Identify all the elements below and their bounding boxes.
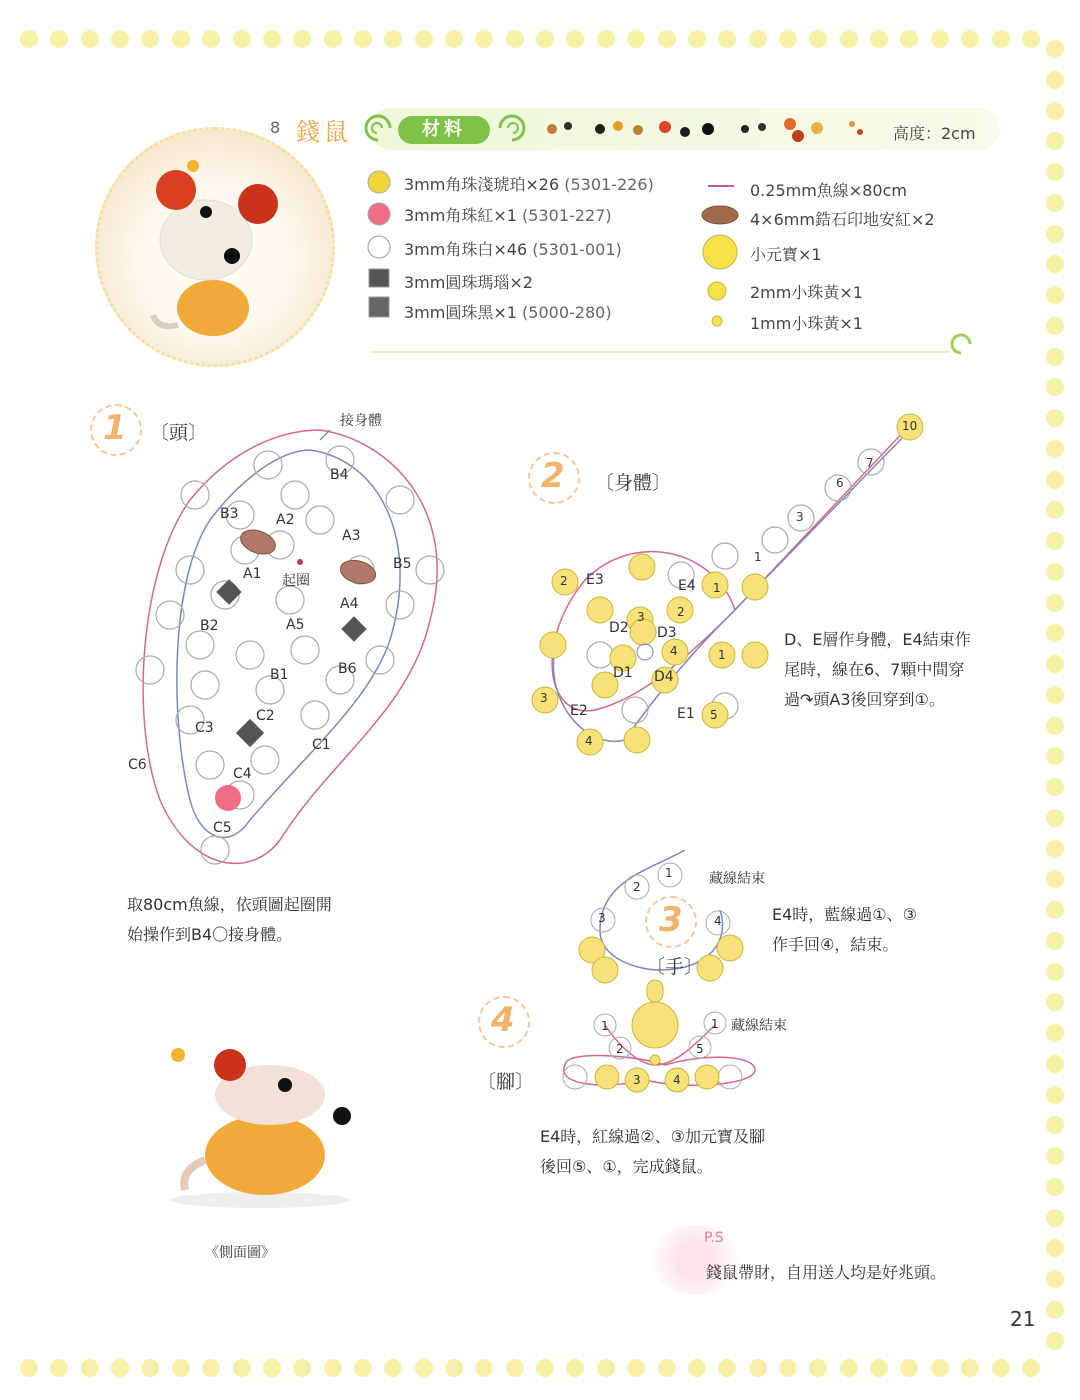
page-index: 8	[270, 118, 281, 137]
border-dot	[931, 1359, 949, 1377]
border-dot	[809, 30, 827, 48]
border-dot	[293, 1359, 311, 1377]
bead-strip-decoration	[540, 112, 870, 146]
border-dot	[202, 30, 220, 48]
side-view-photo	[160, 1040, 360, 1210]
border-dot	[718, 1359, 736, 1377]
border-dot	[1046, 409, 1064, 427]
step3-bead-2: 2	[633, 880, 641, 894]
border-dot	[900, 30, 918, 48]
border-dot	[1046, 901, 1064, 919]
border-dot	[992, 1359, 1010, 1377]
step1-title: 〔頭〕	[150, 422, 208, 444]
step2-label-e1: E1	[677, 706, 695, 722]
step3-bead-4: 4	[714, 914, 722, 928]
border-dot	[1046, 225, 1064, 243]
border-dot	[1046, 1116, 1064, 1134]
step1-label-a5: A5	[286, 617, 305, 633]
step2-number: 2	[541, 456, 565, 496]
step1-label-b3: B3	[220, 506, 239, 522]
border-dot	[597, 1359, 615, 1377]
step1-label-c4: C4	[233, 766, 252, 782]
step4-end-label: 藏線結束	[731, 1018, 787, 1034]
border-dot	[1046, 870, 1064, 888]
step3-note	[772, 900, 917, 960]
border-dot	[445, 1359, 463, 1377]
step4-bead-5: 5	[696, 1042, 704, 1056]
step4-title: 〔腳〕	[477, 1071, 535, 1093]
border-dot	[263, 1359, 281, 1377]
border-dot	[961, 1359, 979, 1377]
border-dot	[1046, 286, 1064, 304]
border-dot	[1046, 1209, 1064, 1227]
border-dot	[1046, 1332, 1064, 1350]
border-dot	[1046, 1147, 1064, 1165]
material-row-agate: 3mm圓珠瑪瑙×2	[404, 273, 533, 292]
material-row-red: 3mm角珠紅×1 (5301-227)	[404, 206, 612, 225]
border-dot	[111, 30, 129, 48]
step2-bead-10: 10	[902, 419, 918, 433]
step2-bead-6: 6	[836, 476, 844, 490]
step2-bead-5: 5	[710, 708, 718, 722]
border-dot	[1046, 1024, 1064, 1042]
step4-bead-2: 2	[616, 1042, 624, 1056]
border-dot	[1046, 501, 1064, 519]
border-dot	[688, 30, 706, 48]
step4-bead-4: 4	[673, 1073, 681, 1087]
step2-note-line2: 尾時，線在6、7顆中間穿	[784, 660, 965, 679]
materials-divider	[370, 330, 990, 356]
step1-label-c2: C2	[256, 708, 275, 724]
border-dot	[293, 30, 311, 48]
step1-label-b4: B4	[330, 467, 349, 483]
swirl-left-icon	[360, 110, 400, 146]
border-dot	[506, 30, 524, 48]
step1-label-a1: A1	[243, 566, 262, 582]
border-dot	[81, 1359, 99, 1377]
step2-bead-4a: 4	[670, 644, 678, 658]
border-dot	[718, 30, 736, 48]
border-dot	[870, 1359, 888, 1377]
step3-title: 〔手〕	[646, 956, 704, 978]
border-dot	[384, 30, 402, 48]
project-title: 錢鼠	[296, 118, 352, 146]
border-dot	[627, 1359, 645, 1377]
border-dot	[172, 30, 190, 48]
border-dot	[1022, 30, 1040, 48]
step2-bead-3: 3	[796, 510, 804, 524]
border-dot	[445, 30, 463, 48]
border-dot	[1046, 440, 1064, 458]
step2-label-d3: D3	[657, 625, 677, 641]
material-row-ingot: 小元寶×1	[750, 245, 822, 264]
step1-label-start: 起圈	[282, 573, 310, 589]
step2-body-diagram	[525, 410, 945, 770]
step1-label-a2: A2	[276, 512, 295, 528]
border-dot	[1022, 1359, 1040, 1377]
border-dot	[354, 1359, 372, 1377]
border-dot	[506, 1359, 524, 1377]
border-dot	[1046, 378, 1064, 396]
border-dot	[1046, 1270, 1064, 1288]
step2-label-e3: E3	[586, 572, 604, 588]
border-dot	[1046, 471, 1064, 489]
step1-connect-label: 接身體	[340, 413, 382, 429]
border-dot	[324, 1359, 342, 1377]
step1-label-a4: A4	[340, 596, 359, 612]
material-row-black: 3mm圓珠黑×1 (5000-280)	[404, 303, 612, 322]
border-dot	[415, 1359, 433, 1377]
step2-title: 〔身體〕	[595, 472, 672, 494]
border-dot	[658, 30, 676, 48]
right-dot-border	[1040, 40, 1070, 1350]
step1-label-a3: A3	[342, 528, 361, 544]
border-dot	[20, 30, 38, 48]
border-dot	[809, 1359, 827, 1377]
step4-bead-1b: 1	[711, 1017, 719, 1031]
border-dot	[1046, 809, 1064, 827]
border-dot	[779, 30, 797, 48]
step1-label-c6: C6	[128, 757, 147, 773]
border-dot	[1046, 163, 1064, 181]
border-dot	[992, 30, 1010, 48]
ps-text: 錢鼠帶財，自用送人均是好兆頭。	[706, 1263, 947, 1282]
step1-note-line2: 始操作到B4〇接身體。	[127, 925, 293, 944]
border-dot	[840, 1359, 858, 1377]
border-dot	[1046, 1086, 1064, 1104]
step1-label-b1: B1	[270, 667, 289, 683]
border-dot	[536, 1359, 554, 1377]
border-dot	[779, 1359, 797, 1377]
border-dot	[141, 30, 159, 48]
step2-bead-2b: 2	[677, 605, 685, 619]
border-dot	[1046, 348, 1064, 366]
border-dot	[50, 1359, 68, 1377]
step4-foot-diagram	[545, 975, 775, 1105]
step2-bead-1b: 1	[718, 648, 726, 662]
border-dot	[658, 1359, 676, 1377]
border-dot	[354, 30, 372, 48]
border-dot	[202, 1359, 220, 1377]
border-dot	[1046, 194, 1064, 212]
height-label: 高度：2cm	[893, 124, 976, 143]
page-number: 21	[1010, 1307, 1036, 1331]
border-dot	[1046, 686, 1064, 704]
step3-end-label: 藏線結束	[709, 871, 765, 887]
step1-label-c1: C1	[312, 737, 331, 753]
border-dot	[900, 1359, 918, 1377]
step1-label-c3: C3	[195, 720, 214, 736]
step4-bead-1a: 1	[601, 1019, 609, 1033]
border-dot	[1046, 717, 1064, 735]
step1-label-b5: B5	[393, 556, 412, 572]
border-dot	[172, 1359, 190, 1377]
border-dot	[931, 30, 949, 48]
border-dot	[627, 30, 645, 48]
step1-head-diagram	[130, 420, 460, 870]
border-dot	[840, 30, 858, 48]
border-dot	[384, 1359, 402, 1377]
step4-note-line1: E4時，紅線過②、③加元寶及腳	[540, 1127, 765, 1146]
step3-number: 3	[659, 900, 683, 940]
border-dot	[475, 1359, 493, 1377]
border-dot	[1046, 624, 1064, 642]
step2-label-e2: E2	[570, 703, 588, 719]
border-dot	[1046, 71, 1064, 89]
materials-label: 材料	[398, 116, 490, 144]
step2-label-d4: D4	[654, 669, 674, 685]
border-dot	[50, 30, 68, 48]
border-dot	[1046, 778, 1064, 796]
step2-label-d1: D1	[613, 665, 633, 681]
step2-bead-4b: 4	[585, 734, 593, 748]
border-dot	[475, 30, 493, 48]
border-dot	[141, 1359, 159, 1377]
border-dot	[20, 1359, 38, 1377]
border-dot	[263, 30, 281, 48]
border-dot	[81, 30, 99, 48]
top-dot-border	[20, 24, 1040, 54]
mouse-photo	[95, 127, 335, 367]
step2-note-line1: D、E層作身體，E4結束作	[784, 630, 971, 649]
border-dot	[749, 1359, 767, 1377]
mouse-figure-illustration	[98, 130, 332, 364]
border-dot	[415, 30, 433, 48]
border-dot	[566, 30, 584, 48]
border-dot	[233, 30, 251, 48]
step4-bead-3: 3	[633, 1073, 641, 1087]
border-dot	[1046, 132, 1064, 150]
step1-label-b2: B2	[200, 618, 219, 634]
material-row-zircon: 4×6mm鋯石印地安紅×2	[750, 210, 935, 229]
step2-bead-2a: 2	[560, 574, 568, 588]
side-view-caption: 《側面圖》	[205, 1245, 275, 1261]
border-dot	[1046, 747, 1064, 765]
step3-bead-1: 1	[665, 866, 673, 880]
border-dot	[1046, 102, 1064, 120]
step2-label-d2: D2	[609, 620, 629, 636]
step1-number: 1	[103, 408, 127, 448]
bottom-dot-border	[20, 1353, 1040, 1383]
ps-label: P.S	[704, 1230, 724, 1246]
border-dot	[111, 1359, 129, 1377]
step2-bead-1: 1	[754, 550, 762, 564]
border-dot	[870, 30, 888, 48]
border-dot	[597, 30, 615, 48]
step2-note-line3: 過↷頭A3後回穿到①。	[784, 690, 945, 709]
step1-label-c5: C5	[213, 820, 232, 836]
step2-bead-3b: 3	[637, 610, 645, 624]
border-dot	[1046, 1301, 1064, 1319]
border-dot	[1046, 993, 1064, 1011]
step3-bead-3: 3	[598, 911, 606, 925]
step2-note	[784, 625, 971, 715]
border-dot	[749, 30, 767, 48]
border-dot	[1046, 317, 1064, 335]
step2-bead-1c: 1	[713, 581, 721, 595]
step4-note-line2: 後回⑤、①，完成錢鼠。	[540, 1157, 713, 1176]
step1-note-line1: 取80cm魚線，依頭圖起圈開	[127, 895, 332, 914]
border-dot	[233, 1359, 251, 1377]
step1-note	[127, 890, 332, 950]
border-dot	[1046, 655, 1064, 673]
material-row-1mm-bead: 1mm小珠黃×1	[750, 314, 863, 333]
border-dot	[961, 30, 979, 48]
border-dot	[1046, 594, 1064, 612]
material-row-white: 3mm角珠白×46 (5301-001)	[404, 240, 622, 259]
material-row-2mm-bead: 2mm小珠黃×1	[750, 283, 863, 302]
step2-bead-3c: 3	[540, 691, 548, 705]
swirl-right-icon	[490, 110, 530, 146]
border-dot	[1046, 255, 1064, 273]
material-row-fishing-line: 0.25mm魚線×80cm	[750, 181, 907, 200]
step2-bead-7: 7	[866, 456, 874, 470]
step1-label-b6: B6	[338, 661, 357, 677]
border-dot	[1046, 40, 1064, 58]
step4-note	[540, 1122, 765, 1182]
border-dot	[1046, 563, 1064, 581]
border-dot	[536, 30, 554, 48]
border-dot	[688, 1359, 706, 1377]
step2-label-e4: E4	[678, 578, 696, 594]
border-dot	[324, 30, 342, 48]
border-dot	[1046, 1178, 1064, 1196]
step3-note-line2: 作手回④，結束。	[772, 935, 899, 954]
material-row-amber: 3mm角珠淺琥珀×26 (5301-226)	[404, 175, 654, 194]
border-dot	[1046, 532, 1064, 550]
border-dot	[1046, 932, 1064, 950]
step3-note-line1: E4時，藍線過①、③	[772, 905, 917, 924]
border-dot	[1046, 1239, 1064, 1257]
material-swatches-left	[366, 170, 392, 320]
material-swatches-right	[700, 172, 744, 337]
border-dot	[1046, 840, 1064, 858]
border-dot	[566, 1359, 584, 1377]
border-dot	[1046, 963, 1064, 981]
border-dot	[1046, 1055, 1064, 1073]
step4-number: 4	[491, 1000, 515, 1040]
